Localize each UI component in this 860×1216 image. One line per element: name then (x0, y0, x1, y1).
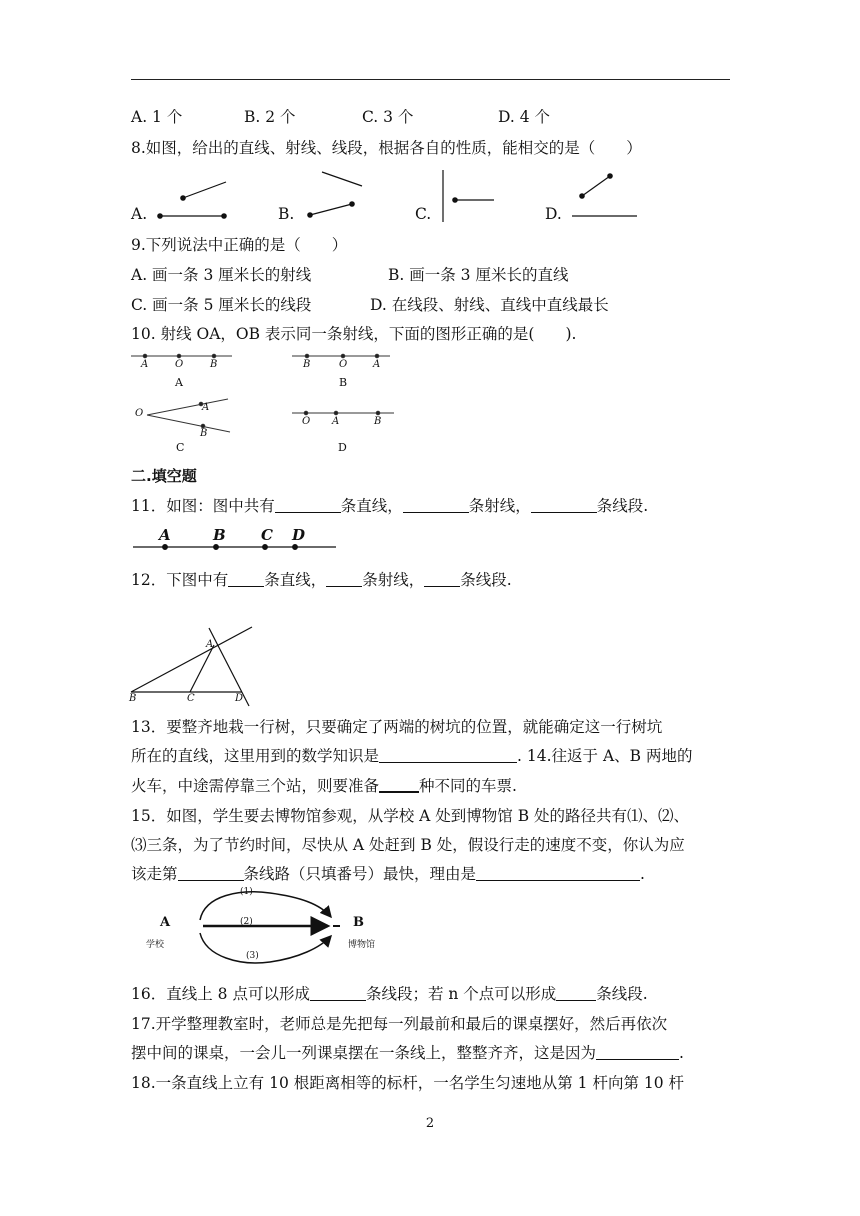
q10a-pt-3: B (210, 359, 218, 370)
q10a-pt-1: A (141, 359, 149, 370)
q10a-caption: A (175, 376, 183, 389)
q17-blank[interactable] (596, 1044, 679, 1060)
q13-line1: 13．要整齐地栽一行树，只要确定了两端的树坑的位置，就能确定这一行树坑 (131, 718, 663, 736)
q15-label-museum: 博物馆 (348, 940, 376, 950)
q17-line2-b: . (679, 1044, 684, 1062)
q12-text-2: 条直线， (264, 571, 327, 589)
page-number: 2 (425, 1116, 435, 1131)
q11-pt-a: A (159, 526, 171, 544)
q15-label-school: 学校 (146, 940, 165, 950)
q11-text-2: 条直线， (340, 497, 403, 515)
q10b-pt-1: B (303, 359, 311, 370)
q17-line2 (131, 1042, 684, 1064)
q12-pt-a: A (206, 639, 214, 650)
q11-pt-d: D (292, 526, 306, 544)
q8-label-b: B. (278, 205, 295, 223)
q13-line2-a: 所在的直线，这里用到的数学知识是 (131, 747, 380, 765)
q15-line3-a: 该走第 (131, 865, 178, 883)
q10b-pt-3: A (373, 359, 381, 370)
q7-option-c: C. 3 个 (362, 108, 414, 126)
q10c-pt-o: O (135, 408, 144, 419)
q16-blank-2[interactable] (556, 985, 596, 1001)
q10c-pt-a: A (202, 402, 210, 413)
q10-question: 10. 射线 OA，OB 表示同一条射线，下面的图形正确的是( ). (131, 325, 577, 343)
q14-line3-b: 种不同的车票. (419, 777, 517, 795)
q8-question: 8.如图，给出的直线、射线、线段，根据各自的性质，能相交的是（ ） (131, 139, 642, 157)
q10d-pt-b: B (374, 416, 382, 427)
q9-option-b: B. 画一条 3 厘米长的直线 (388, 266, 569, 284)
q12-text-4: 条线段. (460, 571, 512, 589)
q10d-caption: D (338, 441, 347, 454)
q17-line2-a: 摆中间的课桌，一会儿一列课桌摆在一条线上，整整齐齐，这是因为 (131, 1044, 597, 1062)
q12-pt-d: D (235, 693, 244, 704)
q12-pt-c: C (187, 693, 195, 704)
q16-question (131, 983, 648, 1005)
q11-pt-c: C (261, 526, 273, 544)
q16-text-2: 条线段；若 n 个点可以形成 (365, 985, 557, 1003)
q10b-pt-2: O (339, 359, 348, 370)
q11-pt-b: B (213, 526, 226, 544)
q10d-pt-o: O (302, 416, 311, 427)
q7-option-b: B. 2 个 (244, 108, 296, 126)
q9-question: 9.下列说法中正确的是（ ） (131, 236, 348, 254)
q8-label-c: C. (415, 205, 432, 223)
q15-pt-a: A (160, 915, 171, 930)
q8-label-d: D. (545, 205, 562, 223)
q10c-pt-b: B (200, 428, 208, 439)
q15-line3-b: 条线路（只填番号）最快，理由是 (243, 865, 477, 883)
q9-option-d: D. 在线段、射线、直线中直线最长 (370, 296, 609, 314)
q10a-pt-2: O (175, 359, 184, 370)
q7-option-d: D. 4 个 (498, 108, 551, 126)
q12-text-3: 条射线， (362, 571, 425, 589)
q15-pt-b: B (353, 915, 364, 930)
q13-line2-b: . 14.往返于 A、B 两地的 (517, 747, 693, 765)
q15-line2: ⑶三条，为了节约时间，尽快从 A 处赶到 B 处，假设行走的速度不变，你认为应 (131, 836, 685, 854)
q15-path-3: (3) (246, 951, 259, 961)
q10d-pt-a: A (332, 416, 340, 427)
q9-option-a: A. 画一条 3 厘米长的射线 (131, 266, 312, 284)
q15-path-1: (1) (240, 887, 253, 897)
q14-line3-a: 火车，中途需停靠三个站，则要准备 (131, 777, 380, 795)
q7-option-a: A. 1 个 (131, 108, 183, 126)
q16-text-1: 16．直线上 8 点可以形成 (131, 985, 310, 1003)
q18-line1: 18.一条直线上立有 10 根距离相等的标杆，一名学生匀速地从第 1 杆向第 10 杆 (131, 1074, 685, 1092)
q11-text-1: 11．如图：图中共有 (131, 497, 275, 515)
q10c-caption: C (176, 441, 185, 454)
q15-path-2: (2) (240, 917, 253, 927)
q16-text-3: 条线段. (596, 985, 648, 1003)
section-fill-blank-title: 二.填空题 (131, 467, 197, 485)
q11-text-3: 条射线， (468, 497, 531, 515)
q12-pt-b: B (129, 693, 137, 704)
q17-line1: 17.开学整理教室时，老师总是先把每一列最前和最后的课桌摆好，然后再依次 (131, 1015, 668, 1033)
q11-text-4: 条线段. (596, 497, 649, 515)
q16-blank-1[interactable] (310, 985, 366, 1001)
q15-line1: 15．如图，学生要去博物馆参观，从学校 A 处到博物馆 B 处的路径共有⑴、⑵、 (131, 807, 690, 825)
q15-line3-c: . (640, 865, 645, 883)
q8-label-a: A. (131, 205, 148, 223)
q9-option-c: C. 画一条 5 厘米长的线段 (131, 296, 312, 314)
q12-text-1: 12．下图中有 (131, 571, 229, 589)
q10b-caption: B (339, 376, 348, 389)
